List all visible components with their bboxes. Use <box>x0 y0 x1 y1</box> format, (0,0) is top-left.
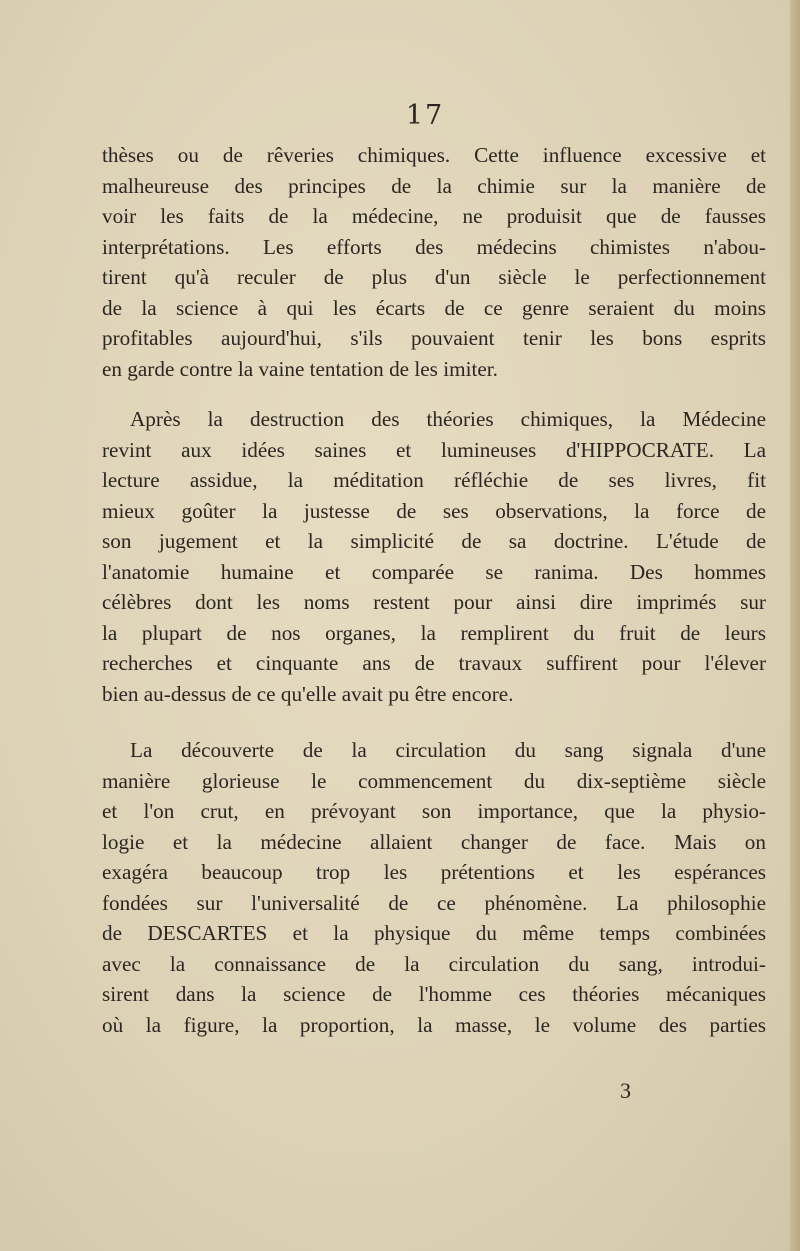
text-line: et l'on crut, en prévoyant son importance, que la physio- <box>102 799 766 823</box>
text-line: lecture assidue, la méditation réfléchie de ses livres, fit <box>102 468 766 492</box>
text-line: logie et la médecine allaient changer de face. Mais on <box>102 829 766 854</box>
text-line: tirent qu'à reculer de plus d'un siècle le perfectionnement <box>102 265 766 289</box>
page-edge <box>790 0 800 1251</box>
paragraph-3 <box>102 735 766 1040</box>
text-line: en garde contre la vaine tentation de les imiter. <box>102 356 498 381</box>
text-line: Après la destruction des théories chimiques, la Médecine <box>130 407 766 431</box>
text-line: voir les faits de la médecine, ne produisit que de fausses <box>102 204 766 228</box>
paragraph-gap <box>102 384 766 404</box>
text-line: avec la connaissance de la circulation du sang, introdui- <box>102 951 766 976</box>
body-text <box>102 140 766 1040</box>
text-line: revint aux idées saines et lumineuses d'HIPPOCRATE. La <box>102 437 766 462</box>
text-line: fondées sur l'universalité de ce phénomène. La philosophie <box>102 890 766 915</box>
text-line: La découverte de la circulation du sang signala d'une <box>130 738 766 762</box>
text-line: malheureuse des principes de la chimie sur la manière de <box>102 173 766 198</box>
text-line: bien au-dessus de ce qu'elle avait pu être encore. <box>102 681 514 706</box>
paragraph-gap <box>102 709 766 735</box>
signature-mark: 3 <box>620 1078 631 1103</box>
paragraph-2 <box>102 404 766 709</box>
text-line: célèbres dont les noms restent pour ainsi dire imprimés sur <box>102 590 766 614</box>
text-line: thèses ou de rêveries chimiques. Cette influence excessive et <box>102 143 766 167</box>
text-line: son jugement et la simplicité de sa doctrine. L'étude de <box>102 529 766 553</box>
text-line: recherches et cinquante ans de travaux suffirent pour l'élever <box>102 651 766 675</box>
text-line: de la science à qui les écarts de ce genre seraient du moins <box>102 295 766 320</box>
text-line: profitables aujourd'hui, s'ils pouvaient tenir les bons esprits <box>102 326 766 350</box>
text-line: mieux goûter la justesse de ses observations, la force de <box>102 498 766 523</box>
paragraph-1 <box>102 140 766 384</box>
text-line: exagéra beaucoup trop les prétentions et les espérances <box>102 860 766 884</box>
text-line: la plupart de nos organes, la remplirent du fruit de leurs <box>102 620 766 645</box>
page-number: 17 <box>405 100 445 131</box>
text-line: où la figure, la proportion, la masse, le volume des parties <box>102 1012 766 1037</box>
text-line: manière glorieuse le commencement du dix-septième siècle <box>102 768 766 793</box>
text-line: sirent dans la science de l'homme ces théories mécaniques <box>102 982 766 1006</box>
text-line: interprétations. Les efforts des médecins chimistes n'abou- <box>102 234 766 259</box>
text-line: l'anatomie humaine et comparée se ranima. Des hommes <box>102 559 766 584</box>
text-line: de DESCARTES et la physique du même temps combinées <box>102 921 766 945</box>
